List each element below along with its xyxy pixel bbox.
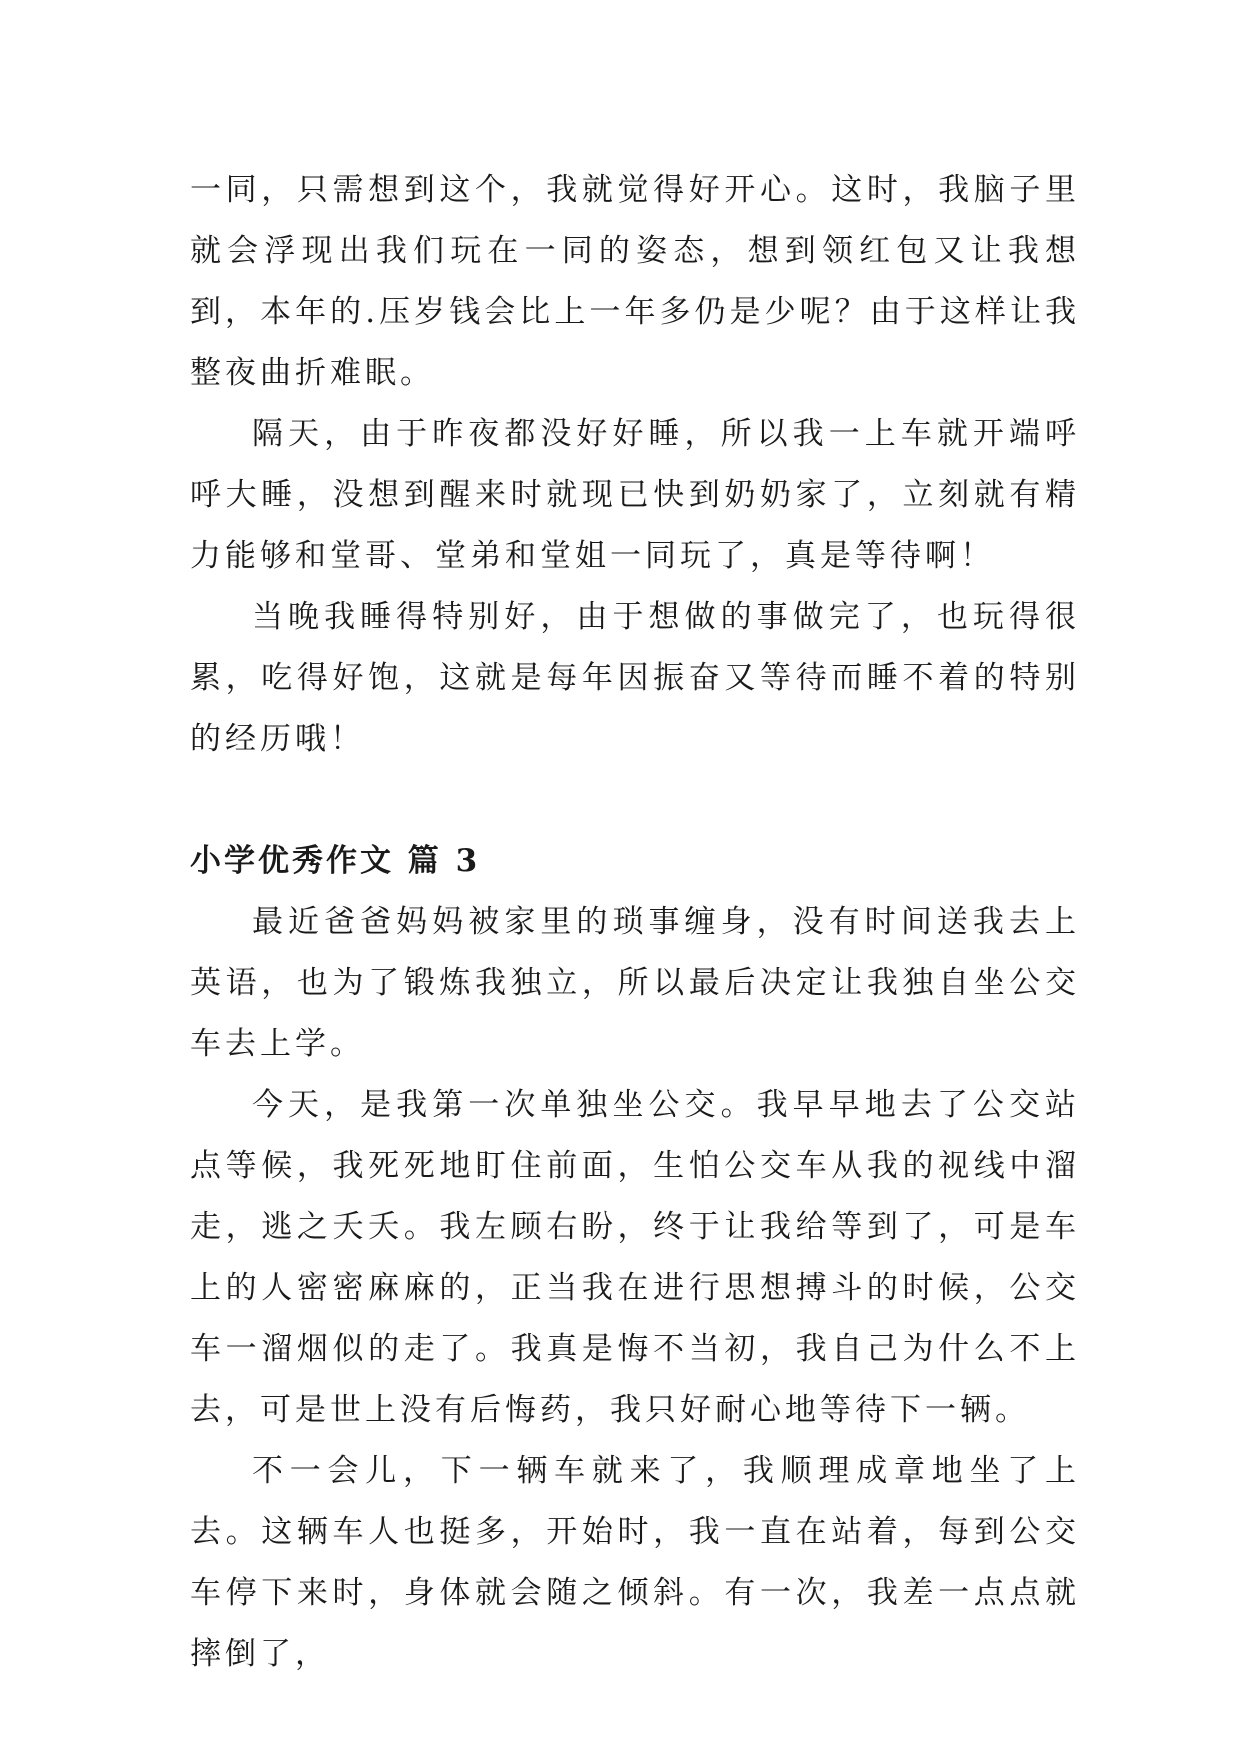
paragraph: 不一会儿，下一辆车就来了，我顺理成章地坐了上去。这辆车人也挺多，开始时，我一直在站着，每到公交车停下来时，身体就会随之倾斜。有一次，我差一点点就摔倒了， bbox=[190, 1453, 1080, 1672]
paragraph: 今天，是我第一次单独坐公交。我早早地去了公交站点等候，我死死地盯住前面，生怕公交车从我的视线中溜走，逃之夭夭。我左顾右盼，终于让我给等到了，可是车上的人密密麻麻的，正当我在进行思想搏斗的时候，公交车一溜烟似的走了。我真是悔不当初，我自己为什么不上去，可是世上没有后悔药，我只好耐心地等待下一辆。 bbox=[190, 1087, 1080, 1428]
section-heading: 小学优秀作文 篇 3 bbox=[190, 843, 481, 879]
document-body bbox=[190, 160, 1080, 1685]
paragraph: 隔天，由于昨夜都没好好睡，所以我一上车就开端呼呼大睡，没想到醒来时就现已快到奶奶家了，立刻就有精力能够和堂哥、堂弟和堂姐一同玩了，真是等待啊！ bbox=[190, 416, 1080, 574]
paragraph-continued: 一同，只需想到这个，我就觉得好开心。这时，我脑子里就会浮现出我们玩在一同的姿态，想到领红包又让我想到，本年的.压岁钱会比上一年多仍是少呢？由于这样让我整夜曲折难眠。 bbox=[190, 172, 1080, 391]
paragraph: 当晚我睡得特别好，由于想做的事做完了，也玩得很累，吃得好饱，这就是每年因振奋又等待而睡不着的特别的经历哦！ bbox=[190, 599, 1080, 757]
paragraph: 最近爸爸妈妈被家里的琐事缠身，没有时间送我去上英语，也为了锻炼我独立，所以最后决定让我独自坐公交车去上学。 bbox=[190, 904, 1080, 1062]
